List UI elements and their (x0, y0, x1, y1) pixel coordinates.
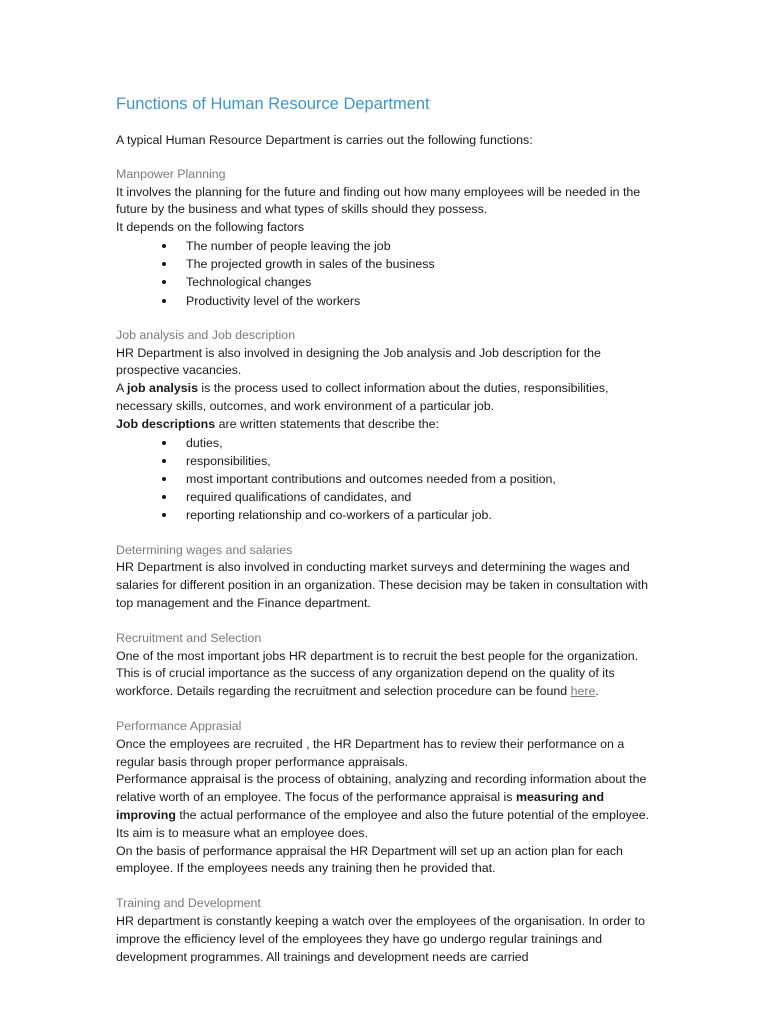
text-run: One of the most important jobs HR department is to recruit the best people for the organization. This is of crucial importance as the success of any organization depend on the quality of its workforce. Details regarding the recruitment and selection procedure can be found (116, 648, 639, 699)
list-item: Technological changes (186, 273, 661, 291)
section-heading: Training and Development (116, 896, 261, 911)
text-run: are written statements that describe the: (215, 416, 439, 431)
section-job-analysis (116, 327, 661, 525)
section-heading: Determining wages and salaries (116, 542, 293, 557)
document-body (116, 93, 661, 966)
text-run: the actual performance of the employee and also the future potential of the employee. Its aim is to measure what an employee does. (116, 807, 650, 840)
section-heading: Job analysis and Job description (116, 327, 296, 342)
section-wages-salaries (116, 542, 661, 613)
list-item: required qualifications of candidates, and (186, 488, 661, 506)
text-run: is the process used to collect information about the duties, responsibilities, necessary skills, outcomes, and work environment of a particular job. (116, 381, 609, 413)
intro-paragraph: A typical Human Resource Department is carries out the following functions: (116, 133, 533, 147)
factor-list (116, 237, 661, 310)
page-title: Functions of Human Resource Department (116, 95, 430, 113)
paragraph: Once the employees are recruited , the HR Department has to review their performance on a regular basis through proper performance appraisals. (116, 736, 625, 769)
paragraph: It depends on the following factors (116, 220, 305, 235)
paragraph (116, 771, 661, 842)
section-training-development (116, 895, 661, 966)
bold-term: measuring and improving (116, 790, 605, 822)
paragraph (116, 380, 661, 416)
paragraph: HR Department is also involved in designing the Job analysis and Job description for the prospective vacancies. (116, 345, 601, 378)
section-manpower-planning (116, 166, 661, 310)
here-link[interactable]: here (570, 684, 596, 699)
section-heading: Manpower Planning (116, 166, 226, 181)
list-item: duties, (186, 434, 661, 452)
bold-term: job analysis (127, 381, 198, 396)
list-item: The number of people leaving the job (186, 237, 661, 255)
list-item: Productivity level of the workers (186, 292, 661, 310)
list-item: responsibilities, (186, 452, 661, 470)
bold-term: Job descriptions (116, 416, 216, 431)
section-performance-appraisal (116, 718, 661, 878)
text-run: A (116, 381, 128, 396)
paragraph (116, 416, 661, 434)
paragraph: It involves the planning for the future and finding out how many employees will be needed in the future by the business and what types of skills should they possess. (116, 184, 641, 217)
paragraph: On the basis of performance appraisal the HR Department will set up an action plan for each employee. If the employees needs any training then he provided that. (116, 843, 623, 876)
section-heading: Performance Apprasial (116, 718, 242, 733)
description-list (116, 434, 661, 525)
paragraph (116, 648, 661, 701)
list-item: most important contributions and outcomes needed from a position, (186, 470, 661, 488)
section-recruitment (116, 630, 661, 701)
section-heading: Recruitment and Selection (116, 630, 262, 645)
paragraph: HR Department is also involved in conducting market surveys and determining the wages and salaries for different position in an organization. These decision may be taken in consultation with top management and the Finance department. (116, 560, 648, 610)
list-item: reporting relationship and co-workers of a particular job. (186, 506, 661, 524)
text-run: Performance appraisal is the process of obtaining, analyzing and recording information about the relative worth of an employee. The focus of the performance appraisal is (116, 772, 647, 805)
text-run: . (595, 684, 599, 699)
list-item: The projected growth in sales of the business (186, 255, 661, 273)
paragraph: HR department is constantly keeping a watch over the employees of the organisation. In order to improve the efficiency level of the employees they have go undergo regular trainings and development programmes. All trainings and development needs are carried (116, 913, 645, 964)
